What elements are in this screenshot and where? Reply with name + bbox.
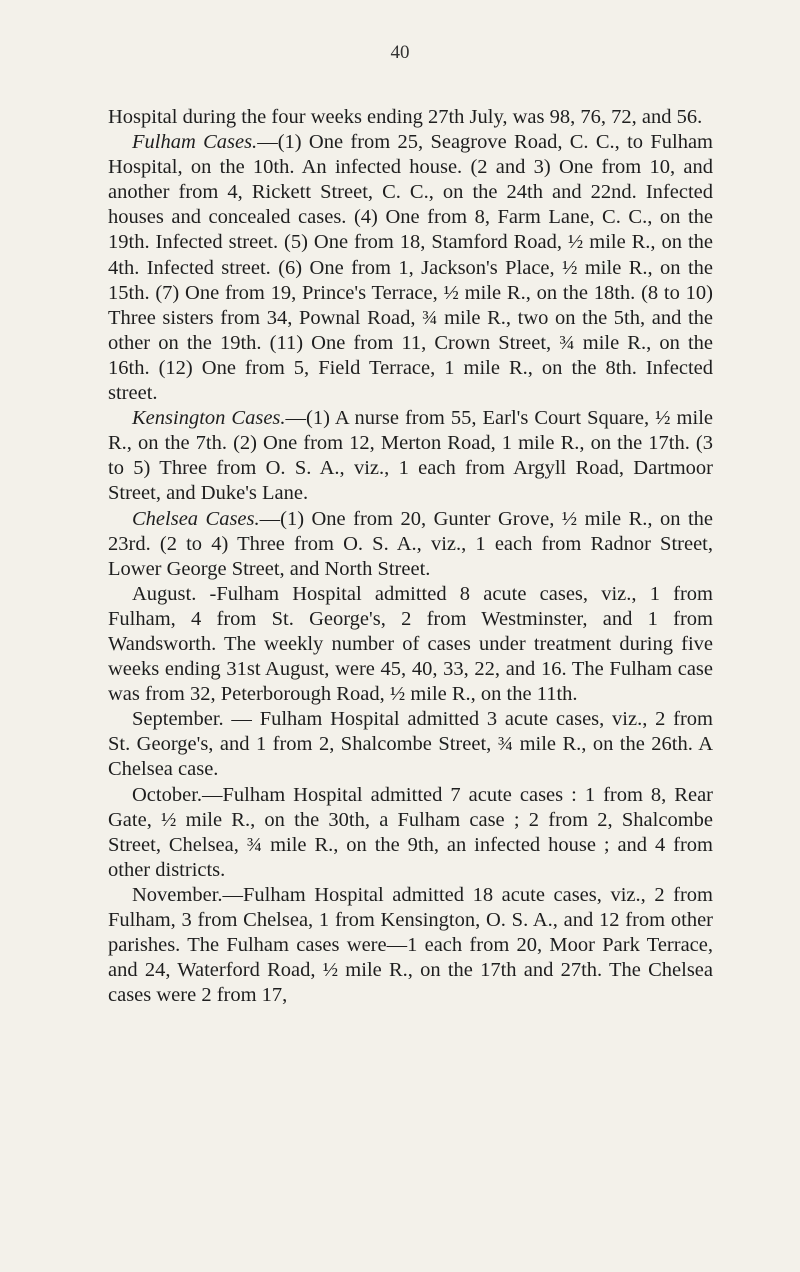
body-text xyxy=(108,105,713,1008)
paragraph-text: November.—Fulham Hospital admitted 18 acute cases, viz., 2 from Fulham, 3 from Chelsea, 1 from Kensington, O. S. A., and 12 from other parishes. The Fulham cases were—1 each from 20, Moor Park Terrace, and 24, Waterford Road, ½ mile R., on the 17th and 27th. The Chelsea cases were 2 from 17, xyxy=(108,883,713,1007)
paragraph-kensington-cases xyxy=(108,406,713,506)
paragraph-text: September. — Fulham Hospital admitted 3 acute cases, viz., 2 from St. George's, and 1 from 2, Shalcombe Street, ¾ mile R., on the 26th. A Chelsea case. xyxy=(108,708,713,781)
paragraph-november xyxy=(108,883,713,1008)
paragraph-october xyxy=(108,783,713,883)
section-heading-kensington: Kensington Cases. xyxy=(132,407,286,430)
paragraph-text: Hospital during the four weeks ending 27th July, was 98, 76, 72, and 56. xyxy=(108,106,703,128)
paragraph-september xyxy=(108,707,713,782)
paragraph-august xyxy=(108,582,713,707)
page-number: 40 xyxy=(390,42,410,63)
paragraph-hospital-intro xyxy=(108,105,713,130)
paragraph-fulham-cases xyxy=(108,130,713,406)
paragraph-text: —(1) A nurse from 55, Earl's Court Square, ½ mile R., on the 7th. (2) One from 12, Merton Road, 1 mile R., on the 17th. (3 to 5) Three from O. S. A., viz., 1 each from Argyll Road, Dartmoor Street, and Duke's Lane. xyxy=(108,407,713,505)
paragraph-chelsea-cases xyxy=(108,507,713,582)
paragraph-text: —(1) One from 20, Gunter Grove, ½ mile R., on the 23rd. (2 to 4) Three from O. S. A., viz., 1 each from Radnor Street, Lower George Street, and North Street. xyxy=(108,507,713,580)
section-heading-chelsea: Chelsea Cases. xyxy=(132,507,260,530)
section-heading-fulham: Fulham Cases. xyxy=(132,131,258,154)
paragraph-text: August. -Fulham Hospital admitted 8 acute cases, viz., 1 from Fulham, 4 from St. George's, 2 from Westminster, and 1 from Wandsworth. The weekly number of cases under treatment during five weeks ending 31st August, were 45, 40, 33, 22, and 16. The Fulham case was from 32, Peterborough Road, ½ mile R., on the 11th. xyxy=(108,582,713,706)
paragraph-text: —(1) One from 25, Seagrove Road, C. C., to Fulham Hospital, on the 10th. An infected house. (2 and 3) One from 10, and another from 4, Rickett Street, C. C., on the 24th and 22nd. Infected houses and concealed cases. (4) One from 8, Farm Lane, C. C., on the 19th. Infected street. (5) One from 18, Stamford Road, ½ mile R., on the 4th. Infected street. (6) One from 1, Jackson's Place, ½ mile R., on the 15th. (7) One from 19, Prince's Terrace, ½ mile R., on the 18th. (8 to 10) Three sisters from 34, Pownal Road, ¾ mile R., two on the 5th, and the other on the 19th. (11) One from 11, Crown Street, ¾ mile R., on the 16th. (12) One from 5, Field Terrace, 1 mile R., on the 8th. Infected street. xyxy=(108,131,713,405)
paragraph-text: October.—Fulham Hospital admitted 7 acute cases : 1 from 8, Rear Gate, ½ mile R., on the 30th, a Fulham case ; 2 from 2, Shalcombe Street, Chelsea, ¾ mile R., on the 9th, an infected house ; and 4 from other districts. xyxy=(108,783,713,881)
